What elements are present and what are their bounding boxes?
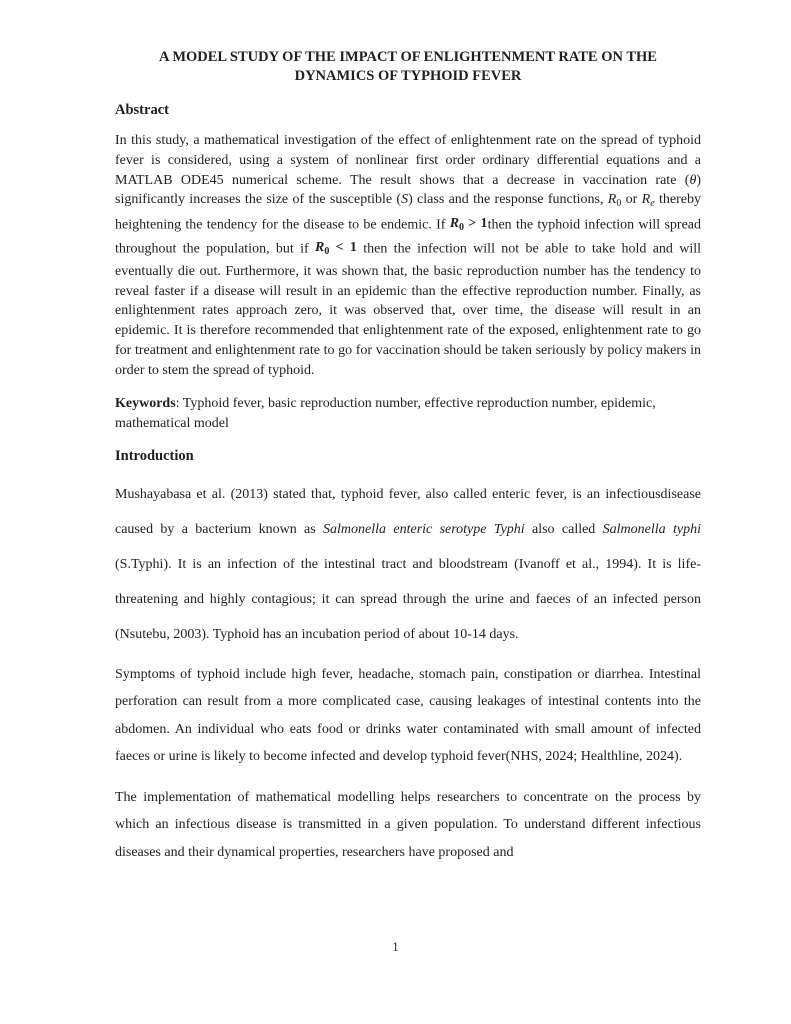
abstract-paragraph: In this study, a mathematical investigation of the effect of enlightenment rate on the spread of typhoid fever is considered, using a system of nonlinear first order ordinary differential equations and a MATLAB ODE45 numerical scheme. The result shows that a decrease in vaccination rate (θ) significantly increases the size of the susceptible (S) class and the response functions, $R_0$ or $R_e$ thereby heightening the tendency for the disease to be endemic. If R0 > 1then the typhoid infection will spread throughout the population, but if R0 < 1 then the infection will not be able to take hold and will eventually die out. Furthermore, it was shown that, the basic reproduction number has the tendency to reveal faster if a disease will result in an epidemic than the effective reproduction number. Finally, as enlightenment rates approach zero, it was observed that, over time, the disease will result in an epidemic. It is therefore recommended that enlightenment rate of the exposed, enlightenment rate to go for treatment and enlightenment rate to go for vaccination should be taken seriously by policy makers in order to stem the spread of typhoid. — [115, 133, 702, 378]
paper-title — [115, 48, 701, 86]
abstract-heading: Abstract — [115, 102, 169, 118]
introduction-paragraph-1: Mushayabasa et al. (2013) stated that, typhoid fever, also called enteric fever, is an infectiousdisease caused by a bacterium known as Salmonella enteric serotype Typhi also called Salmonella typhi (S.Typhi). It is an infection of the intestinal tract and bloodstream (Ivanoff et al., 1994). It is life-threatening and highly contagious; it can spread through the urine and faeces of an infected person (Nsutebu, 2003). Typhoid has an incubation period of about 10-14 days. — [115, 486, 701, 642]
page-content — [115, 48, 701, 879]
paper-title-line2: DYNAMICS OF TYPHOID FEVER — [294, 68, 522, 84]
introduction-paragraph-2: Symptoms of typhoid include high fever, headache, stomach pain, constipation or diarrhea. Intestinal perforation can result from a more complicated case, causing leakages of intestinal contents into the abdomen. An individual who eats food or drinks water contaminated with small amount of infected faeces or urine is likely to become infected and develop typhoid fever(NHS, 2024; Healthline, 2024). — [115, 666, 701, 765]
introduction-paragraph-3: The implementation of mathematical modelling helps researchers to concentrate on the process by which an infectious disease is transmitted in a given population. To understand different infectious diseases and their dynamical properties, researchers have proposed and — [115, 789, 701, 860]
page-number: 1 — [392, 939, 399, 954]
keywords-line: Keywords: Typhoid fever, basic reproduction number, effective reproduction number, epidemic, mathematical model — [115, 395, 656, 431]
introduction-heading: Introduction — [115, 447, 194, 464]
paper-title-line1: A MODEL STUDY OF THE IMPACT OF ENLIGHTENMENT RATE ON THE — [159, 49, 657, 65]
